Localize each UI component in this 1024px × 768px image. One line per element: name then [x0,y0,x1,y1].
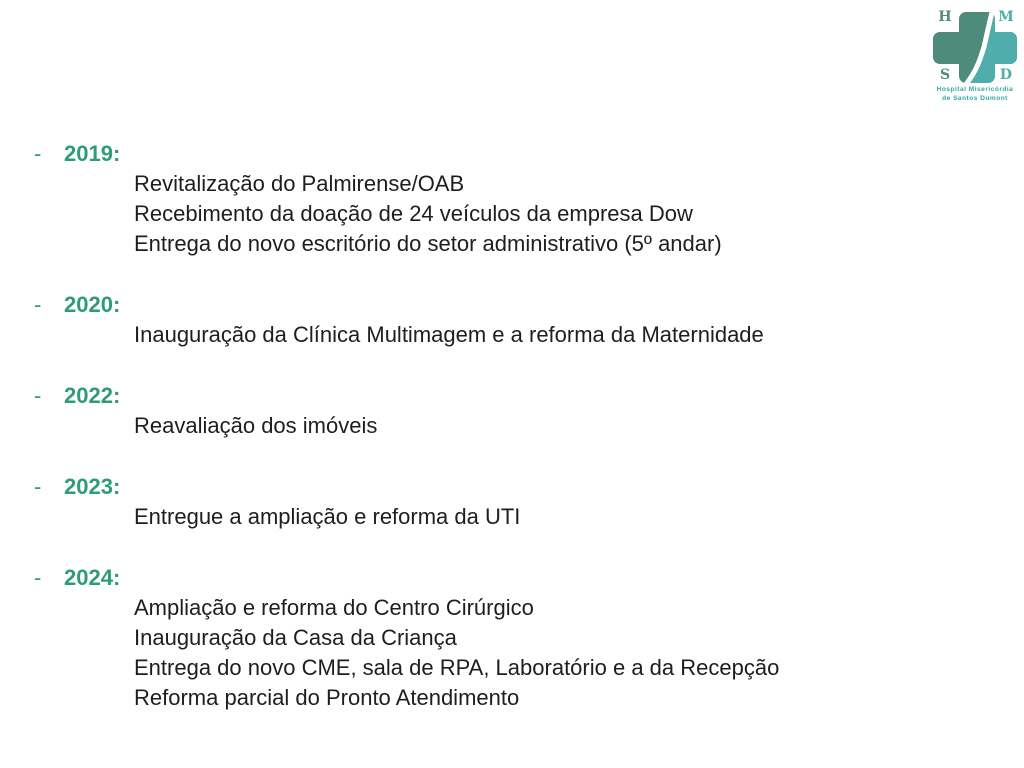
year-label: 2023: [64,474,121,499]
year-row [0,472,1024,502]
timeline-section [0,381,1024,441]
logo-letter-m: M [998,9,1014,25]
section-items [0,502,1024,532]
year-label: 2024: [64,565,121,590]
section-items [0,593,1024,713]
timeline-item: Inauguração da Clínica Multimagem e a reforma da Maternidade [134,322,764,347]
timeline-item: Revitalização do Palmirense/OAB [134,171,465,196]
timeline [0,139,1024,744]
timeline-section [0,563,1024,713]
timeline-item: Inauguração da Casa da Criança [134,625,457,650]
section-items [0,411,1024,441]
year-row [0,563,1024,593]
timeline-section [0,290,1024,350]
logo-letter-d: D [999,67,1013,83]
hospital-logo [930,7,1020,103]
year-label: 2019: [64,141,121,166]
hospital-cross-icon [930,7,1020,85]
section-items [0,169,1024,259]
timeline-item: Reforma parcial do Pronto Atendimento [134,685,520,710]
timeline-item: Entrega do novo escritório do setor administrativo (5º andar) [134,231,722,256]
timeline-section [0,472,1024,532]
timeline-item: Entrega do novo CME, sala de RPA, Laboratório e a da Recepção [134,655,780,680]
timeline-item: Ampliação e reforma do Centro Cirúrgico [134,595,534,620]
bullet-dash: - [34,474,42,499]
bullet-dash: - [34,141,42,166]
year-row [0,290,1024,320]
hospital-name-line1: Hospital Misericórdia [936,86,1014,93]
bullet-dash: - [34,565,42,590]
logo-letter-s: S [939,67,951,83]
timeline-item: Reavaliação dos imóveis [134,413,378,438]
timeline-section [0,139,1024,259]
section-items [0,320,1024,350]
timeline-item: Entregue a ampliação e reforma da UTI [134,504,521,529]
logo-letter-h: H [938,9,952,25]
year-label: 2022: [64,383,121,408]
timeline-item: Recebimento da doação de 24 veículos da empresa Dow [134,201,693,226]
hospital-name-line2: de Santos Dumont [942,95,1008,102]
year-row [0,381,1024,411]
bullet-dash: - [34,383,42,408]
year-row [0,139,1024,169]
bullet-dash: - [34,292,42,317]
year-label: 2020: [64,292,121,317]
